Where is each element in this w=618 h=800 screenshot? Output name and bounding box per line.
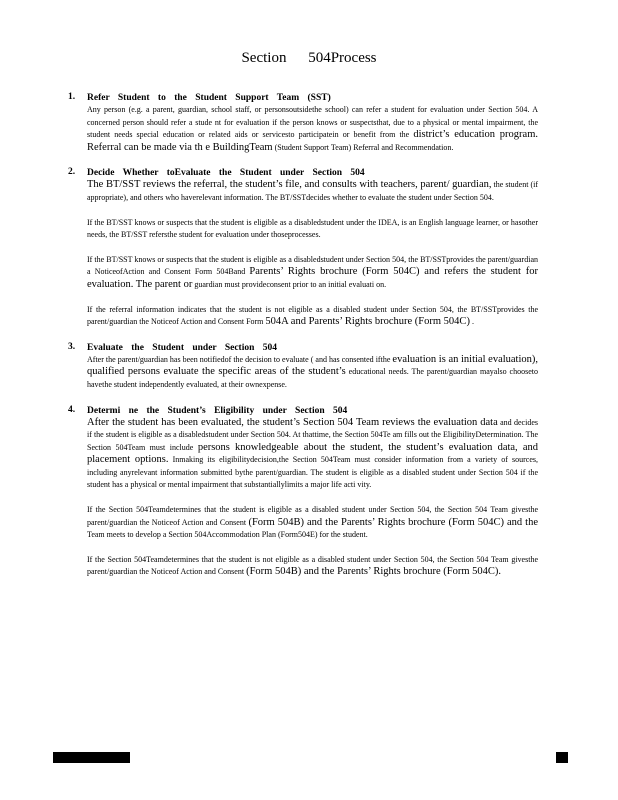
paragraph-text-large: Parents’ Rights brochure (Form 504C) and refers the student for evaluation. The parent or [87, 266, 538, 290]
step-evaluate [68, 342, 538, 392]
paragraph-text: the student (if appropriate), and others who haverelevant information. The BT/SSTdecides whether to evaluate the student under Section 504. [87, 180, 538, 202]
step-decide [68, 167, 538, 328]
paragraph-text: Any person (e.g. a parent, guardian, school staff, or personsoutsidethe school) can refer a student for evaluation under Section 504. A concerned person should refer a stude nt for evaluation if the person knows or suspectsthat, due to a physical or mental impairment, the student needs special education or related aids or servicesto participatein or benefit from the [87, 105, 538, 140]
paragraph-text-large: district’s education program. Referral can be made via th e BuildingTeam [87, 129, 538, 153]
step-refer [68, 92, 538, 154]
paragraph-text: educational needs. The parent/guardian mayalso chooseto havethe student independently evaluated, at their ownexpense. [87, 367, 538, 389]
step-paragraph [87, 504, 538, 542]
step-number: 1. [68, 92, 76, 102]
step-heading: Evaluate the Student under Section 504 [87, 342, 278, 353]
step-heading: Decide Whether toEvaluate the Student under Section 504 [87, 168, 365, 179]
step-paragraph [87, 417, 538, 493]
step-paragraph [87, 104, 538, 154]
step-determine-eligibility [68, 405, 538, 580]
paragraph-text-large: evaluation is an initial evaluation), qualified persons evaluate the specific areas of the student’s [87, 353, 539, 378]
paragraph-text: After the parent/guardian has been notifiedof the decision to evaluate ( and has consented ifthe [87, 354, 393, 364]
paragraph-text: and decides if the student is eligible as a disabledstudent under Section 504. At thattime, the Section 504Te am fills out the EligibilityDetermination. The Section 504Team must include [87, 417, 538, 452]
step-paragraph [87, 554, 538, 579]
step-paragraph [87, 304, 538, 329]
paragraph-text-large: persons knowledgeable about the student, the student’s evaluation data, and placement options. [87, 441, 538, 466]
paragraph-text: If the BT/SST knows or suspects that the student is eligible as a disabledstudent under Section 504, the BT/SSTprovides the parent/guardian a NoticeofAction and Consent Form 504Band [87, 254, 538, 277]
process-steps [68, 92, 538, 592]
paragraph-text-large: (Form 504B) and the Parents’ Rights brochure (Form 504C) and the [248, 516, 538, 528]
paragraph-text-large: After the student has been evaluated, the student’s Section 504 Team reviews the evaluation data [87, 416, 498, 428]
step-number: 3. [68, 341, 76, 352]
paragraph-text-large: (Form 504B) and the Parents’ Rights brochure (Form 504C). [246, 566, 502, 578]
step-paragraph [87, 217, 538, 242]
step-paragraph [87, 254, 538, 292]
step-number: 4. [68, 404, 76, 415]
paragraph-text: Team meets to develop a Section 504Accommodation Plan (Form504E) for the student. [87, 530, 368, 540]
paragraph-text-large: The BT/SST reviews the referral, the student’s file, and consults with teachers, parent/ guardian, [87, 179, 492, 191]
paragraph-text: If the BT/SST knows or suspects that the student is eligible as a disabledstudent under the IDEA, is an English language learner, or hasother needs, the BT/SST refersthe student for evaluation under thoseprocesses. [87, 217, 538, 240]
step-number: 2. [68, 167, 76, 178]
paragraph-text-large: 504A and Parents’ Rights brochure (Form 504C) [265, 316, 470, 328]
paragraph-text: If the Section 504Teamdetermines that the student is not eligible as a disabled student under Section 504, the Section 504 Team givesthe parent/guardian the Noticeof Action and Consent [87, 554, 538, 577]
step-heading: Determi ne the Student’s Eligibility under Section 504 [87, 405, 348, 416]
paragraph-text: (Student Support Team) Referral and Recommendation. [272, 142, 454, 152]
redaction-bar [53, 752, 130, 763]
paragraph-text: If the referral information indicates that the student is not eligible as a disabled student under Section 504, the BT/SSTprovides the parent/guardian the Noticeof Action and Consent Form [87, 304, 538, 327]
paragraph-text: Inmaking its eligibilitydecision,the Section 504Team must consider information from a variety of sources, including anyrelevant information submitted bythe parent/guardian. The student is eligible as a disabled student under Section 504 if the student has a physical or mental impairment that substantiallylimits a major life acti vity. [87, 455, 538, 490]
page-title: Section 504Process [241, 50, 377, 66]
step-heading: Refer Student to the Student Support Team (SST) [87, 93, 331, 103]
paragraph-text: . [469, 317, 474, 327]
step-paragraph [87, 179, 538, 204]
paragraph-text: guardian must provideconsent prior to an initial evaluati on. [192, 279, 387, 289]
step-paragraph [87, 354, 538, 392]
redaction-mark [556, 752, 568, 763]
paragraph-text: If the Section 504Teamdetermines that the student is eligible as a disabled student under Section 504, the Section 504 Team givesthe parent/guardian the Noticeof Action and Consent [87, 505, 538, 527]
